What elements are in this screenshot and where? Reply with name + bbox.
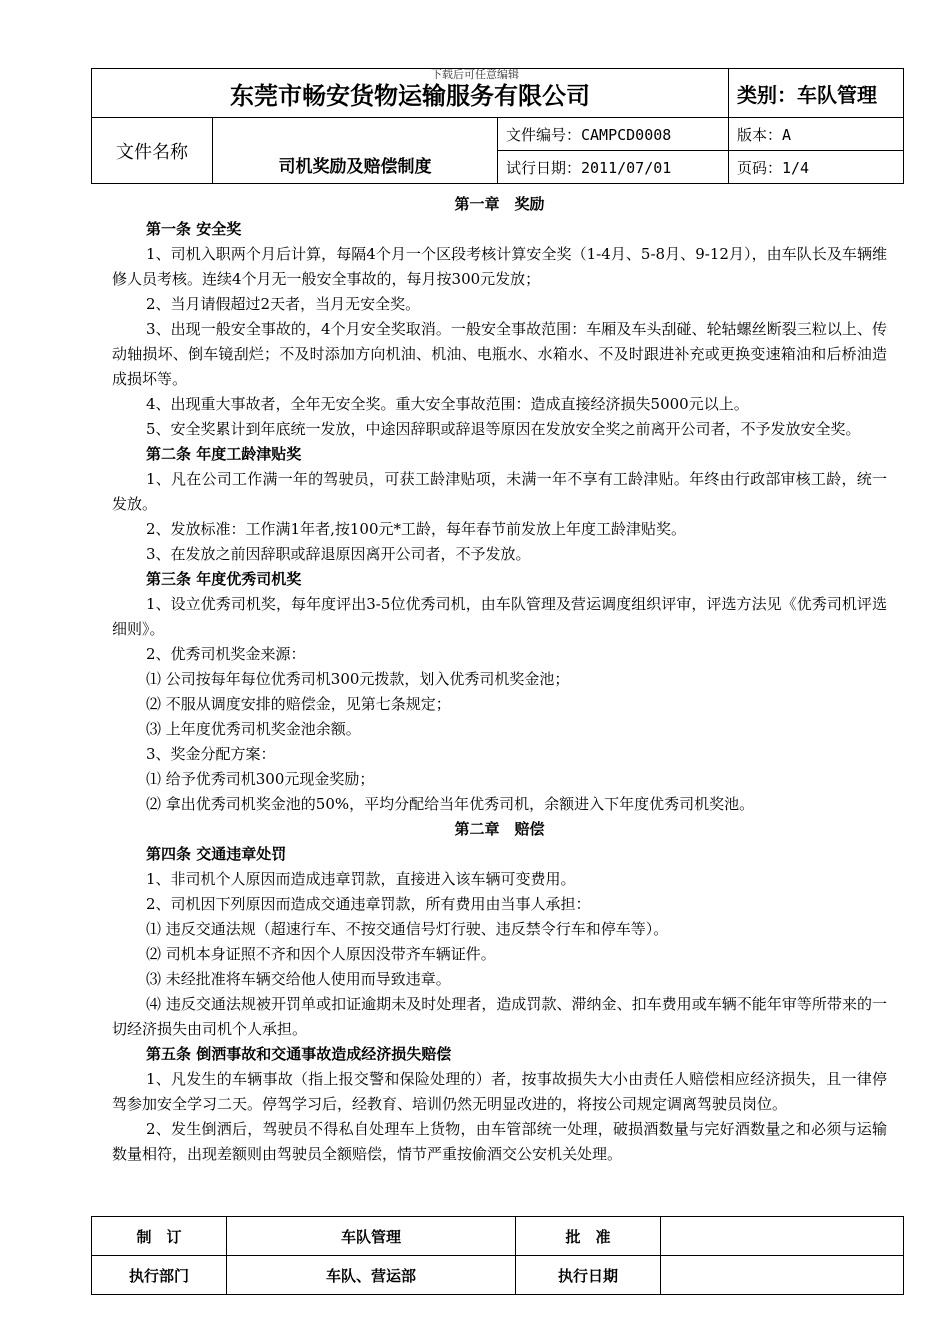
body-paragraph: ⑴ 给予优秀司机300元现金奖励； (146, 770, 375, 788)
page-number: 页码：1/4 (729, 151, 904, 184)
body-paragraph: 2、优秀司机奖金来源： (146, 645, 306, 663)
body-paragraph: 5、安全奖累计到年底统一发放，中途因辞职或辞退等原因在发放安全奖之前离开公司者，不予发放安全奖。 (146, 420, 861, 438)
body-paragraph: 3、出现一般安全事故的，4个月安全奖取消。一般安全事故范围：车厢及车头刮碰、轮轱螺丝断裂三粒以上、传动轴损坏、倒车镜刮烂；不及时添加方向机油、机油、电瓶水、水箱水、不及时跟进补充或更换变速箱油和后桥油造成损坏等。 (112, 320, 887, 388)
exec-date-label: 执行日期 (516, 1256, 661, 1295)
made-value: 车队管理 (227, 1217, 516, 1256)
body-paragraph: 1、非司机个人原因而造成违章罚款，直接进入该车辆可变费用。 (146, 870, 576, 888)
chapter-heading: 第二章 赔偿 (454, 820, 545, 838)
article-heading: 第三条 年度优秀司机奖 (146, 570, 302, 588)
document-body (112, 192, 887, 1167)
category-label: 类别：车队管理 (729, 69, 904, 118)
trial-date: 试行日期：2011/07/01 (498, 151, 729, 184)
document-header-table (91, 68, 904, 184)
file-name-label: 文件名称 (92, 118, 213, 184)
article-heading: 第二条 年度工龄津贴奖 (146, 445, 302, 463)
body-paragraph: 1、凡在公司工作满一年的驾驶员，可获工龄津贴项，未满一年不享有工龄津贴。年终由行政部审核工龄，统一发放。 (112, 470, 887, 513)
file-number: 文件编号：CAMPCD0008 (498, 118, 729, 151)
watermark-text: 下载后可任意编辑 (431, 68, 519, 81)
article-heading: 第四条 交通违章处罚 (146, 845, 287, 863)
body-paragraph: ⑵ 拿出优秀司机奖金池的50%，平均分配给当年优秀司机，余额进入下年度优秀司机奖池。 (146, 795, 755, 813)
company-name: 东莞市畅安货物运输服务有限公司 (92, 69, 729, 118)
body-paragraph: ⑶ 上年度优秀司机奖金池余额。 (146, 720, 361, 738)
body-paragraph: 2、当月请假超过2天者，当月无安全奖。 (146, 295, 421, 313)
body-paragraph: ⑵ 不服从调度安排的赔偿金，见第七条规定； (146, 695, 451, 713)
exec-dept-label: 执行部门 (92, 1256, 227, 1295)
chapter-heading: 第一章 奖励 (454, 195, 545, 213)
article-heading: 第五条 倒洒事故和交通事故造成经济损失赔偿 (146, 1045, 452, 1063)
body-paragraph: 2、发生倒洒后，驾驶员不得私自处理车上货物，由车管部统一处理，破损酒数量与完好酒数量之和必须与运输数量相符，出现差额则由驾驶员全额赔偿，情节严重按偷酒交公安机关处理。 (112, 1120, 887, 1163)
approve-value (661, 1217, 904, 1256)
body-paragraph: ⑴ 违反交通法规（超速行车、不按交通信号灯行驶、违反禁令行车和停车等）。 (146, 920, 669, 938)
body-paragraph: 1、司机入职两个月后计算，每隔4个月一个区段考核计算安全奖（1-4月、5-8月、9-12月），由车队长及车辆维修人员考核。连续4个月无一般安全事故的，每月按300元发放； (112, 245, 887, 288)
body-paragraph: ⑶ 未经批准将车辆交给他人使用而导致违章。 (146, 970, 451, 988)
body-paragraph: 3、奖金分配方案： (146, 745, 276, 763)
body-paragraph: 1、设立优秀司机奖，每年度评出3-5位优秀司机，由车队管理及营运调度组织评审，评选方法见《优秀司机评选细则》。 (112, 595, 887, 638)
body-paragraph: 2、发放标准：工作满1年者,按100元*工龄，每年春节前发放上年度工龄津贴奖。 (146, 520, 686, 538)
version: 版本：A (729, 118, 904, 151)
exec-dept-value: 车队、营运部 (227, 1256, 516, 1295)
body-paragraph: 1、凡发生的车辆事故（指上报交警和保险处理的）者，按事故损失大小由责任人赔偿相应经济损失，且一律停驾参加安全学习二天。停驾学习后，经教育、培训仍然无明显改进的，将按公司规定调离驾驶员岗位。 (112, 1070, 887, 1113)
body-paragraph: ⑵ 司机本身证照不齐和因个人原因没带齐车辆证件。 (146, 945, 496, 963)
body-paragraph: ⑴ 公司按每年每位优秀司机300元拨款，划入优秀司机奖金池； (146, 670, 570, 688)
body-paragraph: 3、在发放之前因辞职或辞退原因离开公司者，不予发放。 (146, 545, 531, 563)
body-paragraph: 4、出现重大事故者，全年无安全奖。重大安全事故范围：造成直接经济损失5000元以上。 (146, 395, 749, 413)
document-footer-table (91, 1216, 904, 1295)
exec-date-value (661, 1256, 904, 1295)
article-heading: 第一条 安全奖 (146, 220, 242, 238)
body-paragraph: 2、司机因下列原因而造成交通违章罚款，所有费用由当事人承担： (146, 895, 591, 913)
approve-label: 批 准 (516, 1217, 661, 1256)
body-paragraph: ⑷ 违反交通法规被开罚单或扣证逾期未及时处理者，造成罚款、滞纳金、扣车费用或车辆不能年审等所带来的一切经济损失由司机个人承担。 (112, 995, 887, 1038)
made-label: 制 订 (92, 1217, 227, 1256)
file-name: 司机奖励及赔偿制度 (213, 118, 498, 184)
